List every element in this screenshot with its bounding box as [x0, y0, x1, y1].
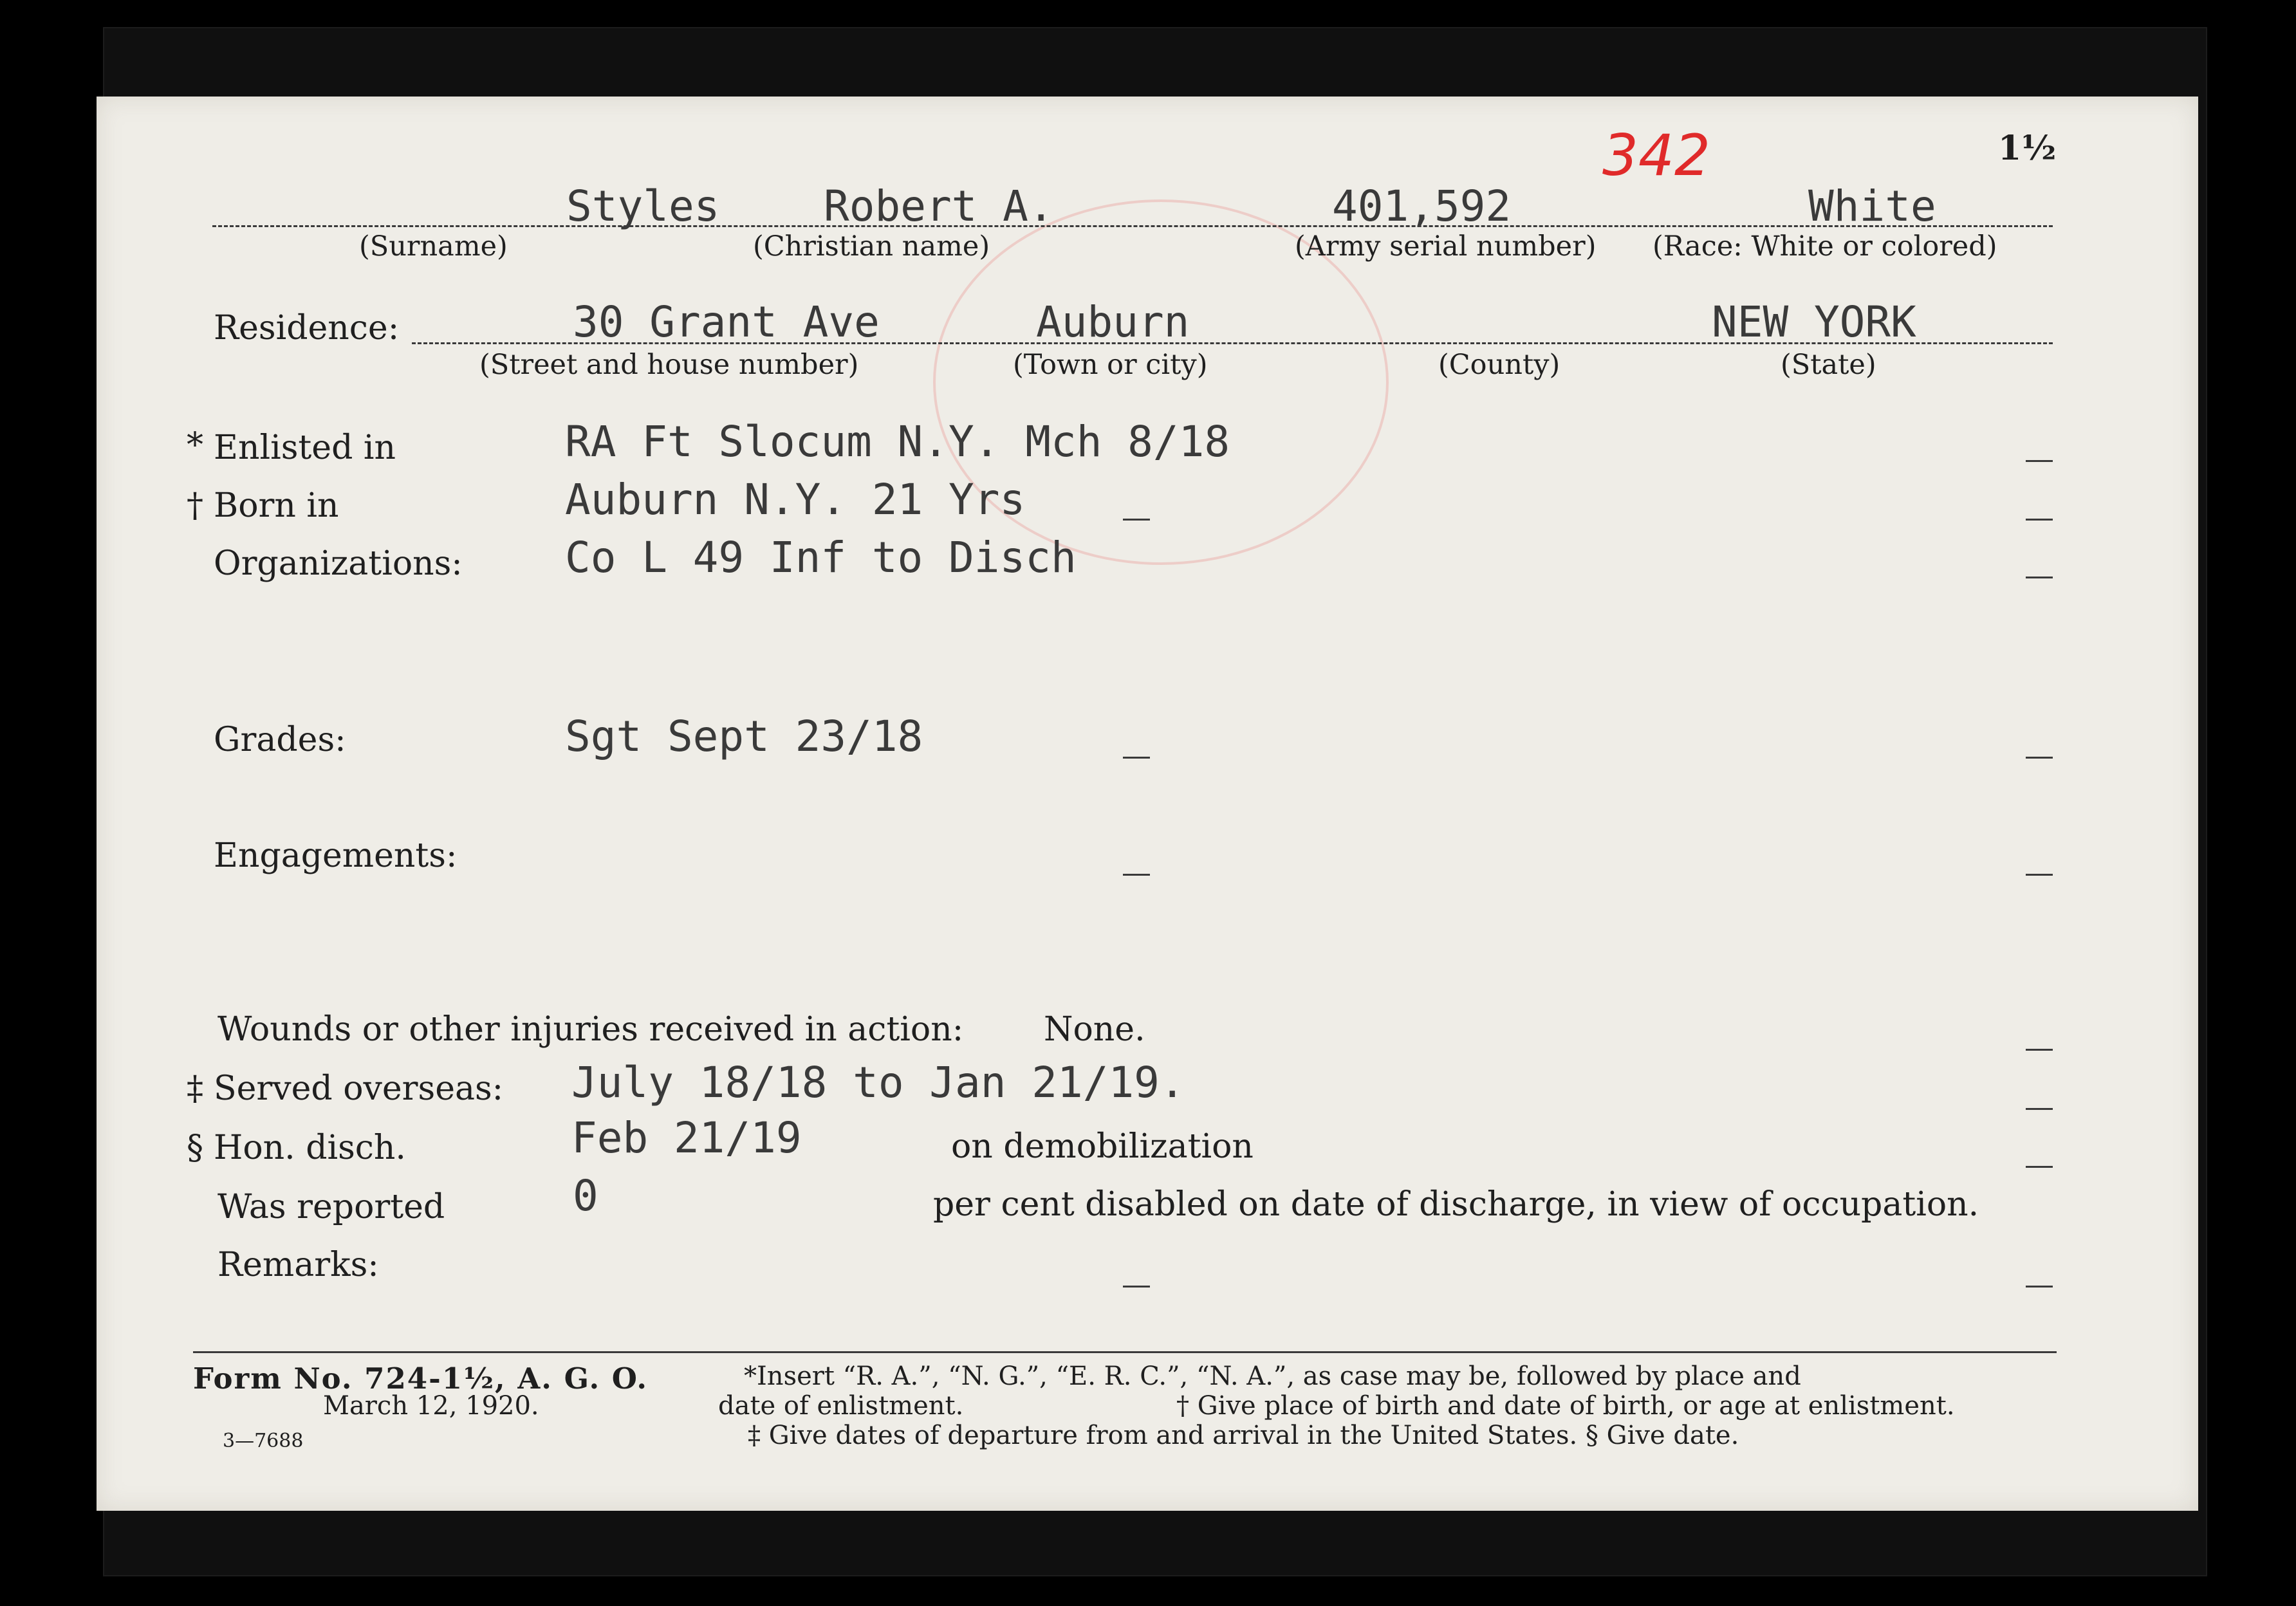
- race-value: White: [1808, 181, 1936, 231]
- serial-number-value: 401,592: [1332, 181, 1512, 231]
- footnote-line-1: *Insert “R. A.”, “N. G.”, “E. R. C.”, “N. A.”, as case may be, followed by place and: [744, 1361, 1801, 1391]
- born-value: Auburn N.Y. 21 Yrs: [565, 475, 1026, 524]
- surname-value: Styles: [566, 181, 720, 231]
- organizations-label: Organizations:: [214, 544, 463, 583]
- remarks-end-dash: [2026, 1286, 2053, 1288]
- served-end-dash: [2026, 1108, 2053, 1110]
- street-value: 30 Grant Ave: [573, 297, 880, 347]
- state-value: NEW YORK: [1712, 297, 1916, 347]
- wounds-end-dash: [2026, 1049, 2053, 1051]
- surname-caption: (Surname): [359, 230, 508, 263]
- born-mid-dash: [1123, 519, 1150, 521]
- enlisted-mark: *: [187, 426, 203, 465]
- footnote-line-2b: † Give place of birth and date of birth, or age at enlistment.: [1176, 1391, 1955, 1421]
- grades-label: Grades:: [214, 721, 346, 759]
- hon-disch-end-dash: [2026, 1166, 2053, 1168]
- reported-suffix: per cent disabled on date of discharge, in view of occupation.: [933, 1185, 1979, 1224]
- engagements-end-dash: [2026, 874, 2053, 876]
- footer-rule: [193, 1351, 2057, 1353]
- form-number: Form No. 724-1½, A. G. O.: [193, 1361, 649, 1396]
- footnote-line-2a: date of enlistment.: [718, 1391, 964, 1421]
- served-value: July 18/18 to Jan 21/19.: [571, 1058, 1185, 1107]
- hon-disch-suffix: on demobilization: [951, 1127, 1254, 1166]
- christian-name-value: Robert A.: [824, 181, 1054, 231]
- name-row-line: [212, 225, 2053, 227]
- grades-mid-dash: [1123, 757, 1150, 759]
- organizations-end-dash: [2026, 577, 2053, 578]
- served-label: Served overseas:: [214, 1069, 504, 1108]
- service-record-card: [97, 97, 2198, 1511]
- residence-row-line: [412, 342, 2053, 344]
- served-mark: ‡: [187, 1069, 203, 1108]
- residence-label: Residence:: [214, 309, 400, 347]
- organizations-value: Co L 49 Inf to Disch: [565, 533, 1077, 582]
- hon-disch-value: Feb 21/19: [571, 1113, 802, 1163]
- remarks-mid-dash: [1123, 1286, 1150, 1288]
- hon-disch-label: Hon. disch.: [214, 1129, 406, 1167]
- enlisted-label: Enlisted in: [214, 429, 396, 467]
- street-caption: (Street and house number): [479, 349, 859, 381]
- grades-value: Sgt Sept 23/18: [565, 712, 923, 761]
- corner-number: 1½: [1998, 129, 2057, 168]
- born-mark: †: [187, 486, 203, 525]
- county-caption: (County): [1438, 349, 1560, 381]
- state-caption: (State): [1781, 349, 1876, 381]
- reported-label: Was reported: [218, 1188, 445, 1226]
- wounds-label: Wounds or other injuries received in action:: [218, 1010, 964, 1049]
- engagements-label: Engagements:: [214, 836, 458, 875]
- race-caption: (Race: White or colored): [1653, 230, 1997, 263]
- form-date: March 12, 1920.: [323, 1391, 539, 1421]
- born-end-dash: [2026, 519, 2053, 521]
- wounds-value: None.: [1044, 1010, 1145, 1049]
- footnote-line-3: ‡ Give dates of departure from and arrival in the United States. § Give date.: [748, 1421, 1739, 1450]
- town-caption: (Town or city): [1013, 349, 1208, 381]
- grades-end-dash: [2026, 757, 2053, 759]
- hon-disch-mark: §: [187, 1129, 203, 1167]
- enlisted-value: RA Ft Slocum N.Y. Mch 8/18: [565, 417, 1230, 466]
- print-code: 3—7688: [223, 1430, 304, 1452]
- town-value: Auburn: [1036, 297, 1190, 347]
- enlisted-end-dash: [2026, 460, 2053, 462]
- serial-number-caption: (Army serial number): [1295, 230, 1597, 263]
- born-label: Born in: [214, 486, 339, 525]
- christian-name-caption: (Christian name): [753, 230, 990, 263]
- reported-value: 0: [573, 1171, 598, 1221]
- handwritten-number: 342: [1602, 122, 1710, 189]
- engagements-mid-dash: [1123, 874, 1150, 876]
- remarks-label: Remarks:: [218, 1246, 379, 1284]
